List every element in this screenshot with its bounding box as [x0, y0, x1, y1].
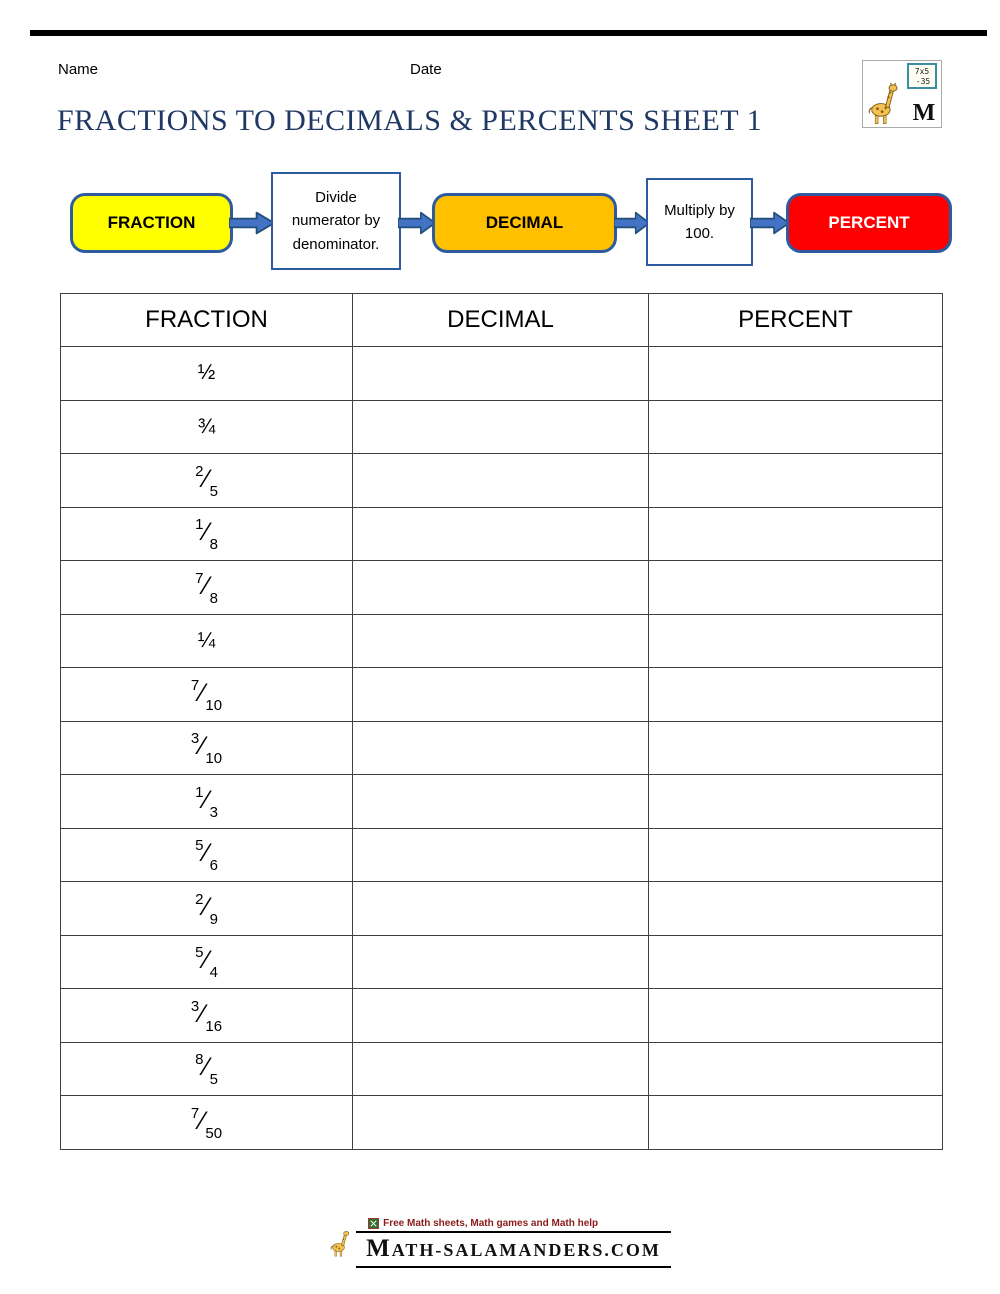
decimal-cell: [353, 454, 649, 508]
fraction-cell: [61, 454, 353, 508]
decimal-cell: [353, 882, 649, 936]
decimal-cell: [353, 935, 649, 989]
fraction-cell: [61, 507, 353, 561]
percent-cell: [649, 561, 943, 615]
percent-cell: [649, 989, 943, 1043]
svg-text:7x5: 7x5: [914, 67, 930, 76]
fraction-cell: [61, 775, 353, 829]
fraction-cell: [61, 721, 353, 775]
percent-cell: [649, 1042, 943, 1096]
table-row: [61, 775, 943, 829]
decimal-cell: [353, 1042, 649, 1096]
fraction-value: $^3⁄_{10}$: [190, 730, 223, 768]
percent-cell: [649, 347, 943, 401]
page-title: FRACTIONS TO DECIMALS & PERCENTS SHEET 1: [57, 104, 763, 137]
table-row: [61, 828, 943, 882]
percent-cell: [649, 721, 943, 775]
percent-step-box: PERCENT: [786, 193, 952, 253]
fraction-value: $^5⁄_6$: [195, 837, 218, 875]
decimal-cell: [353, 1096, 649, 1150]
table-row: [61, 347, 943, 401]
table-row: [61, 1096, 943, 1150]
table-row: [61, 454, 943, 508]
math-salamanders-logo: [862, 60, 942, 128]
percent-cell: [649, 775, 943, 829]
fraction-cell: [61, 989, 353, 1043]
footer-tagline: Free Math sheets, Math games and Math help: [383, 1218, 599, 1229]
top-rule: [30, 30, 987, 36]
fraction-value: $^1⁄_8$: [195, 516, 218, 554]
decimal-cell: [353, 668, 649, 722]
percent-cell: [649, 668, 943, 722]
percent-cell: [649, 935, 943, 989]
decimal-cell: [353, 347, 649, 401]
conversion-flow-diagram: [0, 168, 1000, 278]
fraction-value: $^7⁄_8$: [195, 569, 218, 607]
table-row: [61, 668, 943, 722]
percent-cell: [649, 882, 943, 936]
decimal-column-header: DECIMAL: [353, 294, 649, 347]
fraction-cell: [61, 935, 353, 989]
giraffe-icon: [329, 1226, 351, 1260]
decimal-cell: [353, 507, 649, 561]
fraction-cell: [61, 882, 353, 936]
blackboard-icon: [908, 64, 936, 88]
fraction-cell: [61, 668, 353, 722]
fraction-cell: [61, 1096, 353, 1150]
conversion-table: [60, 293, 943, 1150]
fraction-cell: [61, 400, 353, 454]
m-mark-icon: M: [912, 100, 936, 126]
fraction-cell: [61, 614, 353, 668]
decimal-cell: [353, 828, 649, 882]
fraction-value: $^2⁄_5$: [195, 462, 218, 500]
decimal-cell: [353, 775, 649, 829]
fraction-value: $^1⁄_3$: [195, 783, 218, 821]
table-row: [61, 561, 943, 615]
arrow-right-icon: [229, 210, 275, 236]
table-row: [61, 507, 943, 561]
table-row: [61, 1042, 943, 1096]
name-label: Name: [58, 61, 99, 78]
footer-site-name: MATH-SALAMANDERS.COM: [356, 1231, 671, 1268]
percent-column-header: PERCENT: [649, 294, 943, 347]
table-row: [61, 935, 943, 989]
blackboard-icon: [368, 1218, 379, 1229]
table-body: [61, 347, 943, 1150]
table-header-row: [61, 294, 943, 347]
fraction-step-box: FRACTION: [70, 193, 233, 253]
percent-cell: [649, 1096, 943, 1150]
decimal-cell: [353, 614, 649, 668]
date-label: Date: [410, 61, 442, 78]
percent-cell: [649, 454, 943, 508]
arrow-right-icon: [614, 210, 650, 236]
multiply-note-box: Multiply by 100.: [646, 178, 753, 266]
table-row: [61, 400, 943, 454]
table-row: [61, 989, 943, 1043]
fraction-value: $^2⁄_9$: [195, 890, 218, 928]
decimal-step-box: DECIMAL: [432, 193, 617, 253]
percent-cell: [649, 828, 943, 882]
fraction-value: ½: [197, 361, 216, 385]
fraction-value: $^8⁄_5$: [195, 1051, 218, 1089]
fraction-value: ¼: [197, 628, 216, 652]
fraction-value: $^3⁄_{16}$: [190, 997, 223, 1035]
percent-cell: [649, 507, 943, 561]
fraction-value: $^7⁄_{50}$: [190, 1104, 223, 1142]
decimal-cell: [353, 561, 649, 615]
fraction-cell: [61, 561, 353, 615]
table-row: [61, 721, 943, 775]
percent-cell: [649, 400, 943, 454]
decimal-cell: [353, 721, 649, 775]
arrow-right-icon: [750, 210, 790, 236]
decimal-cell: [353, 989, 649, 1043]
arrow-right-icon: [398, 210, 436, 236]
percent-cell: [649, 614, 943, 668]
fraction-column-header: FRACTION: [61, 294, 353, 347]
fraction-cell: [61, 1042, 353, 1096]
fraction-value: ¾: [197, 414, 216, 438]
fraction-cell: [61, 347, 353, 401]
table-row: [61, 882, 943, 936]
svg-text:-35: -35: [915, 77, 931, 86]
decimal-cell: [353, 400, 649, 454]
fraction-value: $^7⁄_{10}$: [190, 676, 223, 714]
divide-note-box: Divide numerator by denominator.: [271, 172, 401, 270]
fraction-cell: [61, 828, 353, 882]
footer: [0, 1218, 1000, 1268]
fraction-value: $^5⁄_4$: [195, 944, 218, 982]
table-row: [61, 614, 943, 668]
